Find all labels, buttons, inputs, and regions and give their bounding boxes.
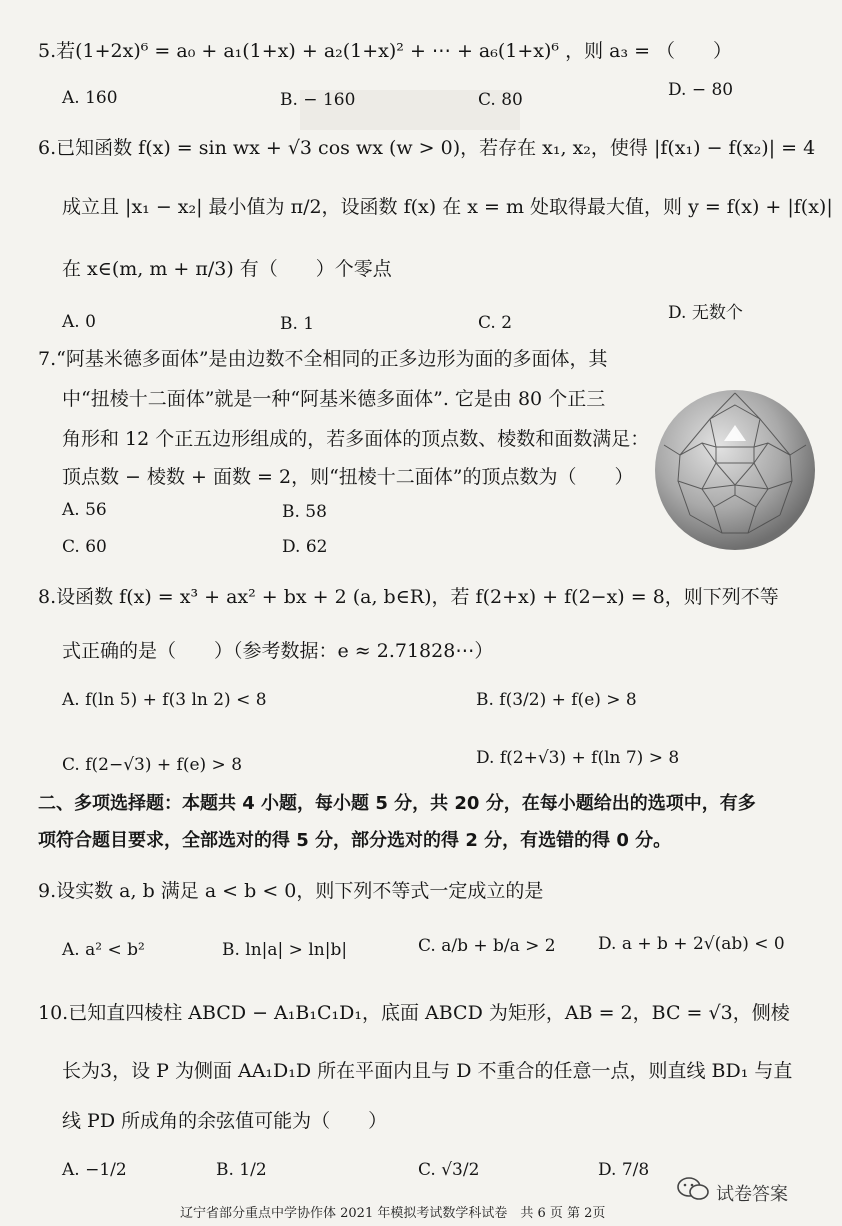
q6-line-3: 在 x∈(m, m + π/3) 有（ ）个零点 bbox=[62, 258, 392, 280]
q6-line-2: 成立且 |x₁ − x₂| 最小值为 π/2，设函数 f(x) 在 x = m 处取得最大值，则 y = f(x) + |f(x)| bbox=[62, 196, 833, 218]
q10-option-d: D. 7/8 bbox=[598, 1160, 650, 1180]
q9-option-d: D. a + b + 2√(ab) < 0 bbox=[598, 934, 785, 954]
q8-option-a: A. f(ln 5) + f(3 ln 2) < 8 bbox=[62, 690, 267, 710]
q8-option-b: B. f(3/2) + f(e) > 8 bbox=[476, 690, 637, 710]
q6-option-c: C. 2 bbox=[478, 313, 513, 333]
q8-option-d: D. f(2+√3) + f(ln 7) > 8 bbox=[476, 748, 680, 768]
section-2-heading-line-1: 二、多项选择题：本题共 4 小题，每小题 5 分，共 20 分，在每小题给出的选项中，有多 bbox=[38, 793, 756, 814]
watermark-text: 试卷答案 bbox=[716, 1184, 788, 1205]
q7-option-a: A. 56 bbox=[62, 500, 107, 520]
q7-option-b: B. 58 bbox=[282, 502, 327, 522]
q5-option-d: D. − 80 bbox=[668, 80, 734, 100]
q9-stem: 9.设实数 a, b 满足 a < b < 0，则下列不等式一定成立的是 bbox=[38, 880, 544, 902]
q9-option-b: B. ln|a| > ln|b| bbox=[222, 940, 348, 960]
snub-dodecahedron-image bbox=[650, 385, 820, 555]
q7-line-3: 角形和 12 个正五边形组成的，若多面体的顶点数、棱数和面数满足： bbox=[62, 428, 650, 450]
q7-line-2: 中“扭棱十二面体”就是一种“阿基米德多面体”. 它是由 80 个正三 bbox=[62, 388, 606, 410]
q6-line-1: 6.已知函数 f(x) = sin wx + √3 cos wx (w > 0)，若存在 x₁, x₂，使得 |f(x₁) − f(x₂)| = 4 bbox=[38, 137, 816, 159]
q7-line-4: 顶点数 − 棱数 + 面数 = 2，则“扭棱十二面体”的顶点数为（ ） bbox=[62, 466, 634, 488]
q6-option-d: D. 无数个 bbox=[668, 303, 743, 323]
wechat-logo-icon bbox=[676, 1176, 710, 1202]
q5-option-b: B. − 160 bbox=[280, 90, 356, 110]
section-2-heading-line-2: 项符合题目要求，全部选对的得 5 分，部分选对的得 2 分，有选错的得 0 分。 bbox=[38, 830, 672, 851]
q10-line-2: 长为3，设 P 为侧面 AA₁D₁D 所在平面内且与 D 不重合的任意一点，则直线 BD₁ 与直 bbox=[62, 1060, 793, 1082]
q6-option-a: A. 0 bbox=[62, 312, 96, 332]
q7-line-1: 7.“阿基米德多面体”是由边数不全相同的正多边形为面的多面体，其 bbox=[38, 348, 608, 370]
q9-option-a: A. a² < b² bbox=[62, 940, 145, 960]
q5-option-a: A. 160 bbox=[62, 88, 118, 108]
q8-line-2: 式正确的是（ ）（参考数据：e ≈ 2.71828⋯） bbox=[62, 640, 494, 662]
q10-line-3: 线 PD 所成角的余弦值可能为（ ） bbox=[62, 1110, 388, 1132]
q8-option-c: C. f(2−√3) + f(e) > 8 bbox=[62, 755, 243, 775]
q6-option-b: B. 1 bbox=[280, 314, 315, 334]
q10-option-c: C. √3/2 bbox=[418, 1160, 480, 1180]
q10-line-1: 10.已知直四棱柱 ABCD − A₁B₁C₁D₁，底面 ABCD 为矩形，AB = 2，BC = √3，侧棱 bbox=[38, 1002, 790, 1024]
q10-option-a: A. −1/2 bbox=[62, 1160, 127, 1180]
q5-option-c: C. 80 bbox=[478, 90, 523, 110]
page-footer: 辽宁省部分重点中学协作体 2021 年模拟考试数学科试卷 共 6 页 第 2页 bbox=[180, 1206, 606, 1221]
q7-option-d: D. 62 bbox=[282, 537, 328, 557]
q10-option-b: B. 1/2 bbox=[216, 1160, 267, 1180]
q7-option-c: C. 60 bbox=[62, 537, 107, 557]
q8-line-1: 8.设函数 f(x) = x³ + ax² + bx + 2 (a, b∈R)，若 f(2+x) + f(2−x) = 8，则下列不等 bbox=[38, 586, 779, 608]
q5-stem: 5.若(1+2x)⁶ = a₀ + a₁(1+x) + a₂(1+x)² + ⋯ + a₆(1+x)⁶ ，则 a₃ = （ ） bbox=[38, 40, 733, 62]
q9-option-c: C. a/b + b/a > 2 bbox=[418, 936, 556, 956]
